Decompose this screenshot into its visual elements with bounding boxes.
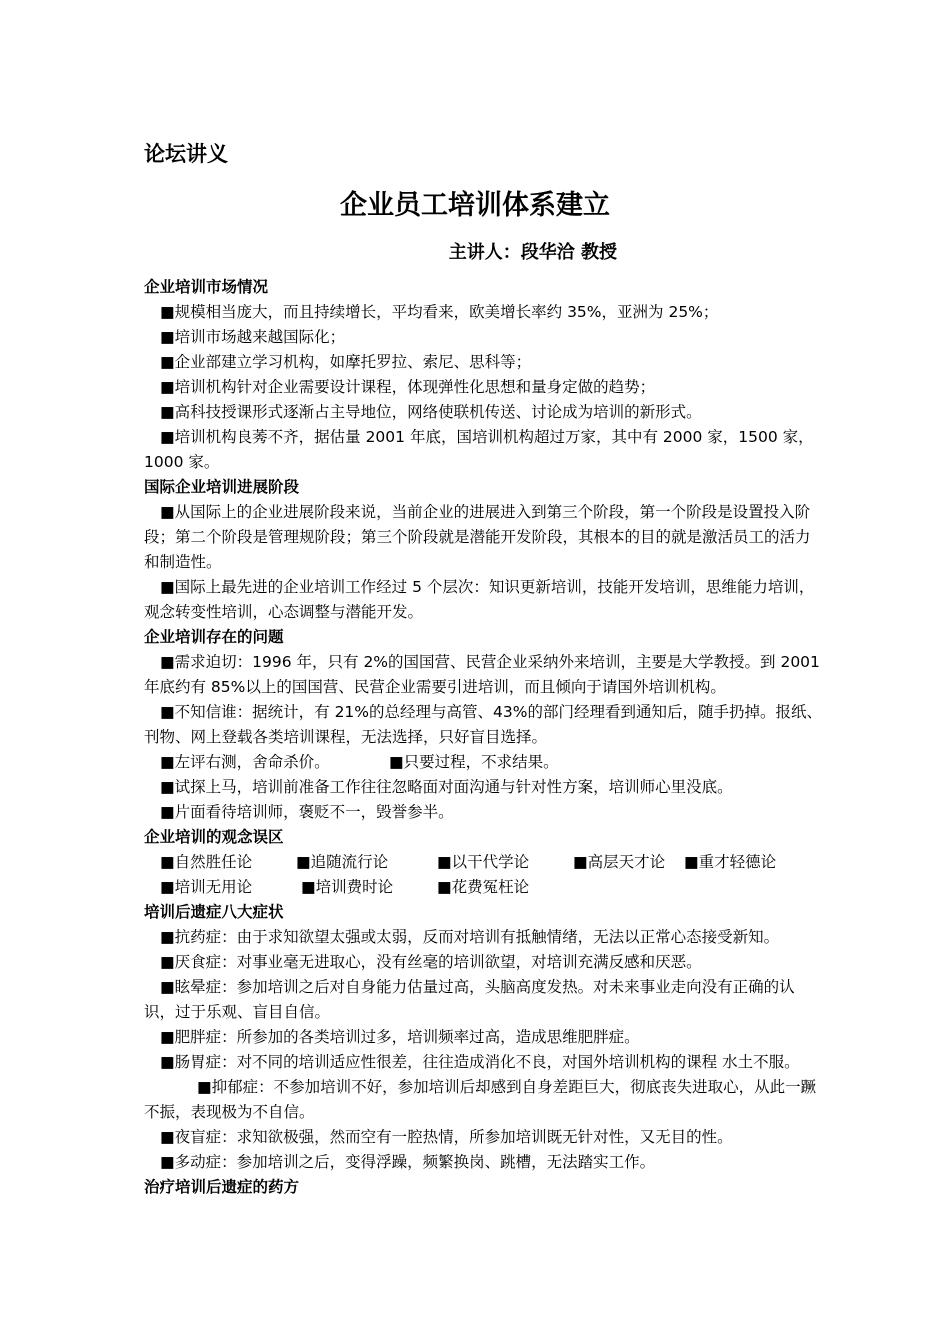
bullet-paragraph: ■肥胖症：所参加的各类培训过多，培训频率过高，造成思维肥胖症。 — [160, 1028, 640, 1046]
bullet-paragraph: ■从国际上的企业进展阶段来说，当前企业的进展进入到第三个阶段，第一个阶段是设置投入阶段；第二个阶段是管理规阶段；第三个阶段就是潜能开发阶段，其根本的目的就是激活员工的活力和制造性。 — [144, 503, 811, 571]
section-heading-stages: 国际企业培训进展阶段 — [144, 478, 300, 496]
section-heading-problems: 企业培训存在的问题 — [144, 628, 284, 646]
document-title: 企业员工培训体系建立 — [340, 190, 610, 221]
bullet-item: ■追随流行论 — [296, 853, 389, 871]
bullet-item: ■左评右测，舍命杀价。 — [160, 753, 330, 771]
bullet-item: ■自然胜任论 — [160, 853, 253, 871]
bullet-paragraph: ■需求迫切：1996 年，只有 2%的国国营、民营企业采纳外来培训，主要是大学教授。到 2001 年底约有 85%以上的国国营、民营企业需要引进培训，而且倾向于请国外培训机构。 — [144, 653, 820, 696]
document-body — [144, 275, 824, 1200]
bullet-paragraph: ■夜盲症：求知欲极强，然而空有一腔热情，所参加培训既无针对性，又无目的性。 — [160, 1128, 733, 1146]
gastro-symptom-end: 水土不服。 — [722, 1053, 800, 1071]
bullet-paragraph: ■片面看待培训师，褒贬不一，毁誉参半。 — [160, 803, 454, 821]
section-heading-misconceptions: 企业培训的观念误区 — [144, 828, 284, 846]
section-heading-symptoms: 培训后遗症八大症状 — [144, 903, 284, 921]
bullet-paragraph: ■不知信谁：据统计，有 21%的总经理与高管、43%的部门经理看到通知后，随手扔掉。报纸、刊物、网上登载各类培训课程，无法选择，只好盲目选择。 — [144, 703, 822, 746]
bullet-paragraph: ■试探上马，培训前准备工作往往忽略面对面沟通与针对性方案，培训师心里没底。 — [160, 778, 733, 796]
bullet-paragraph: ■国际上最先进的企业培训工作经过 5 个层次：知识更新培训，技能开发培训，思维能力培训，观念转变性培训，心态调整与潜能开发。 — [144, 578, 815, 621]
bullet-paragraph: ■规模相当庞大，而且持续增长，平均看来，欧美增长率约 35%，亚洲为 25%； — [160, 303, 719, 321]
bullet-paragraph: ■培训机构良莠不齐，据估量 2001 年底，国培训机构超过万家，其中有 2000 家，1500 家，1000 家。 — [144, 428, 814, 471]
forum-label: 论坛讲义 — [144, 142, 228, 166]
bullet-paragraph: ■企业部建立学习机构，如摩托罗拉、索尼、思科等； — [160, 353, 532, 371]
bullet-paragraph: ■高科技授课形式逐渐占主导地位，网络使联机传送、讨论成为培训的新形式。 — [160, 403, 702, 421]
bullet-item: ■只要过程，不求结果。 — [389, 753, 559, 771]
bullet-paragraph — [144, 1050, 824, 1125]
bullet-item: ■高层天才论 — [573, 853, 666, 871]
bullet-item: ■花费冤枉论 — [437, 878, 530, 896]
depression-symptom-text: ■抑郁症：不参加培训不好，参加培训后却感到自身差距巨大，彻底丧失进取心，从此一蹶不振，表现极为不自信。 — [144, 1078, 817, 1121]
bullet-row — [144, 875, 824, 900]
bullet-paragraph: ■抗药症：由于求知欲望太强或太弱，反而对培训有抵触情绪，无法以正常心态接受新知。 — [160, 928, 780, 946]
bullet-row — [144, 850, 824, 875]
bullet-paragraph: ■厌食症：对事业毫无进取心，没有丝毫的培训欲望，对培训充满反感和厌恶。 — [160, 953, 702, 971]
section-heading-market: 企业培训市场情况 — [144, 278, 269, 296]
gastro-symptom-text: ■肠胃症：对不同的培训适应性很差，往往造成消化不良，对国外培训机构的课程 — [160, 1053, 718, 1071]
bullet-paragraph: ■培训机构针对企业需要设计课程，体现弹性化思想和量身定做的趋势； — [160, 378, 656, 396]
bullet-item: ■培训无用论 — [160, 878, 253, 896]
bullet-item: ■以干代学论 — [437, 853, 530, 871]
bullet-row — [144, 750, 824, 775]
bullet-paragraph: ■培训市场越来越国际化； — [160, 328, 346, 346]
bullet-item: ■培训费时论 — [301, 878, 394, 896]
bullet-paragraph: ■多动症：参加培训之后，变得浮躁，频繁换岗、跳槽，无法踏实工作。 — [160, 1153, 656, 1171]
speaker-line: 主讲人：段华洽 教授 — [448, 242, 617, 263]
bullet-paragraph: ■眩晕症：参加培训之后对自身能力估量过高，头脑高度发热。对未来事业走向没有正确的认识，过于乐观、盲目自信。 — [144, 978, 795, 1021]
section-heading-remedies: 治疗培训后遗症的药方 — [144, 1178, 300, 1196]
bullet-item: ■重才轻德论 — [684, 853, 777, 871]
